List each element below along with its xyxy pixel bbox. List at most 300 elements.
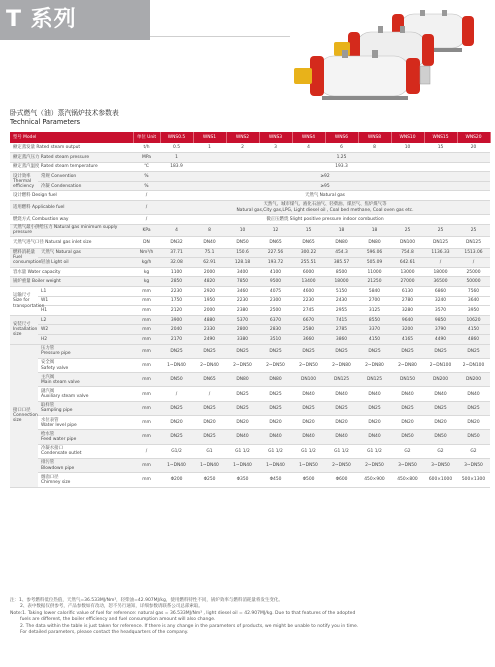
connection-item-value: 2~DN50 [259, 358, 292, 372]
gas_inlet-unit: DN [133, 236, 160, 248]
fuel-light-oil-value: / [424, 258, 457, 268]
efficiency-convention-value: ≥92 [160, 172, 490, 182]
steam_output-value: 3 [259, 143, 292, 153]
row-installation-1 [10, 325, 490, 335]
applicable-fuel-label: 适用燃料 Applicable fuel [10, 201, 133, 215]
connection-item-value: DN25 [325, 344, 358, 358]
connection-item-value: DN125 [358, 373, 391, 387]
connection-item-value: G1 1/2 [325, 444, 358, 458]
gas_min_pressure-label: 天然气最小供给压力 Natural gas minimum supply pressure [10, 224, 133, 236]
steam_pressure-value-first: 1 [160, 153, 193, 163]
connection-item-value: DN20 [259, 416, 292, 430]
table-header-row [10, 132, 490, 143]
row-connection-0 [10, 344, 490, 358]
connection-item-value: DN20 [193, 416, 226, 430]
applicable-fuel-value [160, 201, 490, 215]
steam_output-value: 15 [424, 143, 457, 153]
transport-dim-unit: mm [133, 296, 160, 306]
connection-item-value: G1 1/2 [292, 444, 325, 458]
boiler_weight-value: 7850 [226, 277, 259, 287]
row-applicable_fuel [10, 201, 490, 215]
installation-dim-value: 3900 [160, 315, 193, 325]
installation-dim-value: 4150 [457, 325, 490, 335]
connection-group-cn: 接口口径 [13, 407, 31, 413]
installation-dim-value: 9850 [424, 315, 457, 325]
connection-item-value: DN50 [457, 430, 490, 444]
connection-item-cn: 排污管 [41, 460, 55, 466]
row-combustion_way [10, 215, 490, 225]
row-boiler_weight [10, 277, 490, 287]
connection-item-unit: mm [133, 373, 160, 387]
row-efficiency-convention [10, 172, 490, 182]
fuel-natural-gas-value: 754.8 [391, 248, 424, 258]
fuel-consumption-group-label: 燃料消耗量 Fuel consumption [10, 248, 38, 267]
installation-dim-value: 3790 [424, 325, 457, 335]
connection-item-value: 600×1000 [424, 473, 457, 487]
connection-item-value: DN40 [259, 430, 292, 444]
connection-group-label [10, 344, 38, 487]
connection-item-value: DN25 [292, 401, 325, 415]
combustion_way-unit: / [133, 215, 160, 225]
connection-item-value: G1 1/2 [358, 444, 391, 458]
connection-item-value: 2~DN80 [391, 358, 424, 372]
note-en-2b: For detailed parameters, please contact the headquarters of the company. [20, 630, 189, 636]
transport-dim-value: 3125 [358, 306, 391, 316]
connection-item-en: Chimney size [41, 479, 71, 485]
connection-item-cn: 冷凝水接口 [41, 446, 63, 452]
connection-item-value: DN125 [325, 373, 358, 387]
connection-item-label [38, 344, 133, 358]
installation-dim-value: 2040 [160, 325, 193, 335]
gas_min_pressure-value: 8 [193, 224, 226, 236]
gas_min_pressure-value: 12 [259, 224, 292, 236]
connection-item-unit: mm [133, 458, 160, 472]
installation-dim-value: 2490 [193, 335, 226, 345]
connection-item-value: DN40 [325, 430, 358, 444]
boiler_weight-value: 2850 [160, 277, 193, 287]
steam_output-value: 0.5 [160, 143, 193, 153]
installation-dim-value: 3370 [358, 325, 391, 335]
transport-dim-value: 5840 [358, 287, 391, 297]
installation-group-cn: 安装尺寸 [13, 321, 31, 327]
connection-item-value: DN40 [325, 387, 358, 401]
footnotes [10, 598, 490, 636]
connection-item-value: 500×1300 [457, 473, 490, 487]
connection-item-en: Condensate outlet [41, 451, 82, 457]
row-connection-8 [10, 458, 490, 472]
transport-dim-value: 2380 [226, 306, 259, 316]
gas_inlet-value: DN125 [424, 236, 457, 248]
row-transport-0 [10, 287, 490, 297]
installation-dim-label: L2 [38, 315, 133, 325]
installation-dim-value: 9640 [391, 315, 424, 325]
header-model-0: WNS0.5 [160, 132, 193, 143]
water_capacity-value: 8500 [325, 267, 358, 277]
connection-item-value: DN50 [160, 373, 193, 387]
connection-item-value: DN25 [160, 401, 193, 415]
connection-item-value: 2~DN50 [226, 358, 259, 372]
connection-item-value: 1~DN50 [292, 458, 325, 472]
fuel-natural-gas-value: 227.56 [259, 248, 292, 258]
connection-item-cn: 压力管 [41, 346, 55, 352]
connection-item-value: DN20 [358, 416, 391, 430]
connection-item-label [38, 373, 133, 387]
installation-dim-value: 2580 [292, 325, 325, 335]
steam_temp-value-span: 193.3 [193, 162, 490, 172]
installation-dim-value: 2800 [226, 325, 259, 335]
installation-dim-value: 2830 [259, 325, 292, 335]
steam_output-label: 额定蒸发量 Rated steam output [10, 143, 133, 153]
transport-dim-value: 2500 [259, 306, 292, 316]
row-efficiency-condensation [10, 181, 490, 191]
connection-item-value: DN20 [457, 416, 490, 430]
installation-group-en: Installation size [13, 327, 38, 338]
banner-divider [150, 36, 290, 37]
transport-dim-value: 3280 [391, 306, 424, 316]
steam_temp-unit: ℃ [133, 162, 160, 172]
connection-item-value: 2~DN40 [193, 358, 226, 372]
fuel-natural-gas-value: 150.6 [226, 248, 259, 258]
installation-dim-label: W2 [38, 325, 133, 335]
gas_min_pressure-unit: KPa [133, 224, 160, 236]
connection-item-value: 1~DN40 [160, 458, 193, 472]
gas_inlet-value: DN80 [325, 236, 358, 248]
connection-item-value: 450×900 [358, 473, 391, 487]
fuel-light-oil-value: 255.51 [292, 258, 325, 268]
water_capacity-value: 11000 [358, 267, 391, 277]
gas_inlet-value: DN100 [391, 236, 424, 248]
transport-dim-value: 2120 [160, 306, 193, 316]
connection-item-label [38, 458, 133, 472]
connection-item-value: 2~DN50 [358, 458, 391, 472]
row-connection-7 [10, 444, 490, 458]
connection-item-value: 3~DN50 [457, 458, 490, 472]
connection-item-value: DN25 [325, 401, 358, 415]
connection-item-en: Main steam valve [41, 379, 80, 385]
steam_output-value: 1 [193, 143, 226, 153]
transport-dim-value: 2920 [193, 287, 226, 297]
transport-dim-value: 5150 [325, 287, 358, 297]
connection-item-value: DN40 [292, 430, 325, 444]
transport-dim-value: 6860 [424, 287, 457, 297]
steam_output-value: 10 [391, 143, 424, 153]
connection-item-value: Φ200 [160, 473, 193, 487]
connection-item-value: G1 1/2 [226, 444, 259, 458]
water_capacity-value: 13000 [391, 267, 424, 277]
header-model-3: WNS3 [259, 132, 292, 143]
installation-dim-value: 2785 [325, 325, 358, 335]
connection-item-value: G2 [391, 444, 424, 458]
connection-item-cn: 取样管 [41, 403, 55, 409]
connection-item-label [38, 444, 133, 458]
transport-dim-value: 2430 [325, 296, 358, 306]
header-model-6: WNS8 [358, 132, 391, 143]
transport-dim-value: 2000 [193, 306, 226, 316]
fuel-natural-gas-value: 37.71 [160, 248, 193, 258]
connection-item-value: 2~DN80 [325, 358, 358, 372]
connection-item-value: DN20 [226, 416, 259, 430]
installation-dim-unit: mm [133, 315, 160, 325]
transport-dim-value: 2300 [259, 296, 292, 306]
connection-item-value: 1~DN40 [259, 458, 292, 472]
row-connection-4 [10, 401, 490, 415]
connection-item-value: DN25 [358, 344, 391, 358]
water_capacity-value: 4100 [259, 267, 292, 277]
combustion_way-label: 燃烧方式 Combustion way [10, 215, 133, 225]
water_capacity-value: 18000 [424, 267, 457, 277]
header-model-1: WNS1 [193, 132, 226, 143]
transport-dim-value: 3570 [424, 306, 457, 316]
connection-item-value: / [160, 387, 193, 401]
connection-item-value: DN20 [325, 416, 358, 430]
gas_inlet-value: DN40 [193, 236, 226, 248]
connection-item-en: Blowdown pipe [41, 465, 75, 471]
connection-item-value: Φ350 [226, 473, 259, 487]
connection-item-value: DN200 [457, 373, 490, 387]
note-en-1b: fuels are different, the boiler efficiency and fuel consumption amount will also change. [20, 617, 216, 623]
fuel-natural-gas-value: 596.06 [358, 248, 391, 258]
connection-item-value: 450×800 [391, 473, 424, 487]
installation-dim-value: 3510 [259, 335, 292, 345]
header-unit: 单位 Unit [133, 132, 160, 143]
transport-dim-value: 4600 [292, 287, 325, 297]
design_fuel-value-span: 天然气 Natural gas [160, 191, 490, 201]
gas_inlet-value: DN65 [259, 236, 292, 248]
connection-item-label [38, 387, 133, 401]
connection-item-unit: mm [133, 387, 160, 401]
row-installation-2 [10, 335, 490, 345]
connection-item-value: DN25 [193, 344, 226, 358]
connection-item-value: DN65 [193, 373, 226, 387]
gas_min_pressure-value: 10 [226, 224, 259, 236]
connection-item-unit: mm [133, 344, 160, 358]
header-model-2: WNS2 [226, 132, 259, 143]
technical-parameters-table [10, 132, 491, 488]
row-gas_min_pressure [10, 224, 490, 236]
installation-dim-value: 7415 [325, 315, 358, 325]
steam_output-value: 4 [292, 143, 325, 153]
fuel-natural-gas-unit: Nm³/h [133, 248, 160, 258]
connection-item-value: DN40 [358, 430, 391, 444]
boiler_weight-value: 50000 [457, 277, 490, 287]
gas_min_pressure-value: 25 [424, 224, 457, 236]
connection-item-value: DN80 [259, 373, 292, 387]
connection-item-unit: mm [133, 358, 160, 372]
transport-dim-value: 3240 [424, 296, 457, 306]
header-model-8: WNS15 [424, 132, 457, 143]
connection-item-label [38, 401, 133, 415]
connection-item-value: 3~DN50 [424, 458, 457, 472]
row-connection-1 [10, 358, 490, 372]
transport-dim-value: 3460 [226, 287, 259, 297]
transport-dim-label: W1 [38, 296, 133, 306]
note-en-1: Note:1. Taking lower calorific value of fuel for reference: natural gas = 36.533MJ/Nm³ , light diesel oil = 42.907MJ/kg. Due to that features of the adopted [10, 610, 356, 616]
applicable-fuel-unit: / [133, 201, 160, 215]
connection-item-value: Φ500 [292, 473, 325, 487]
installation-dim-value: 3660 [292, 335, 325, 345]
steam_pressure-label: 额定蒸汽压力 Rated steam pressure [10, 153, 133, 163]
fuel-light-oil-value: / [457, 258, 490, 268]
installation-dim-value: 8550 [358, 315, 391, 325]
header-model-7: WNS10 [391, 132, 424, 143]
connection-item-en: Safety valve [41, 365, 69, 371]
water_capacity-unit: kg [133, 267, 160, 277]
section-title-cn: 卧式燃气（油）蒸汽锅炉技术参数表 [10, 109, 119, 117]
connection-item-value: DN25 [226, 401, 259, 415]
gas_min_pressure-value: 4 [160, 224, 193, 236]
note-cn-2: 2、表中数据仅供参考，产品参数如有改动，恕不另行通知，详细参数请联系公司总部索取。 [20, 604, 203, 610]
connection-item-value: DN50 [424, 430, 457, 444]
steam_pressure-value-span: 1.25 [193, 153, 490, 163]
transport-dim-value: 2955 [325, 306, 358, 316]
transport-dim-value: 2700 [358, 296, 391, 306]
steam_output-value: 2 [226, 143, 259, 153]
table-body [10, 132, 490, 487]
connection-item-unit: mm [133, 416, 160, 430]
steam_output-value: 8 [358, 143, 391, 153]
transport-dim-value: 1750 [160, 296, 193, 306]
installation-group-label [10, 315, 38, 344]
steam_output-value: 20 [457, 143, 490, 153]
steam_temp-label: 额定蒸汽温度 Rated steam temperature [10, 162, 133, 172]
note-cn-1: 注：1、参考燃料低位热值，天然气=36.533MJ/Nm³，轻柴油=42.907MJ/kg，使用燃料特性不同，锅炉效率与燃料消耗量将发生变化。 [10, 598, 283, 603]
connection-item-value: DN80 [226, 373, 259, 387]
boiler_weight-unit: kg [133, 277, 160, 287]
water_capacity-value: 3400 [226, 267, 259, 277]
connection-item-value: 2~DN50 [325, 458, 358, 472]
boiler_weight-value: 21250 [358, 277, 391, 287]
efficiency-condensation-unit: % [133, 181, 160, 191]
section-title [10, 109, 119, 127]
fuel-light-oil-value: 193.72 [259, 258, 292, 268]
connection-item-value: DN25 [391, 401, 424, 415]
row-steam_pressure [10, 153, 490, 163]
transport-dim-value: 4075 [259, 287, 292, 297]
gas_min_pressure-value: 25 [457, 224, 490, 236]
transport-dim-value: 2745 [292, 306, 325, 316]
row-connection-5 [10, 416, 490, 430]
connection-item-cn: 水位表管 [41, 417, 59, 423]
installation-dim-value: 6370 [259, 315, 292, 325]
connection-item-value: DN25 [259, 387, 292, 401]
connection-item-value: DN40 [391, 387, 424, 401]
note-en-2: 2. The data within the table is just taken for reference. If there is any change in the parameters of products, we might be unable to notify you in time. [20, 623, 359, 629]
connection-item-cn: 给水管 [41, 431, 55, 437]
connection-item-value: 1~DN40 [160, 358, 193, 372]
installation-dim-label: H2 [38, 335, 133, 345]
fuel-natural-gas-value: 1136.33 [424, 248, 457, 258]
row-water_capacity [10, 267, 490, 277]
header-model-4: WNS4 [292, 132, 325, 143]
connection-item-value: G1 [193, 444, 226, 458]
connection-item-value: / [193, 387, 226, 401]
connection-item-value: DN40 [358, 387, 391, 401]
fuel-light-oil-unit: kg/h [133, 258, 160, 268]
connection-item-value: 2~DN50 [292, 358, 325, 372]
gas_inlet-value: DN80 [358, 236, 391, 248]
connection-item-cn: 烟囱口径 [41, 474, 59, 480]
fuel-light-oil-value: 62.91 [193, 258, 226, 268]
connection-item-value: DN150 [391, 373, 424, 387]
connection-item-value: DN25 [292, 344, 325, 358]
installation-dim-value: 2330 [193, 325, 226, 335]
connection-item-label [38, 416, 133, 430]
boiler_weight-value: 18000 [325, 277, 358, 287]
transport-dim-value: 2230 [160, 287, 193, 297]
transport-dim-value: 3950 [457, 306, 490, 316]
connection-item-value: DN20 [424, 416, 457, 430]
installation-dim-value: 3200 [391, 325, 424, 335]
row-transport-1 [10, 296, 490, 306]
connection-item-value: DN25 [160, 344, 193, 358]
connection-item-value: 1~DN40 [193, 458, 226, 472]
installation-dim-value: 4490 [424, 335, 457, 345]
transport-dim-unit: mm [133, 287, 160, 297]
combustion_way-value-span: 微正压燃烧 Slight positive pressure indoor combustion [160, 215, 490, 225]
transport-dim-label: H1 [38, 306, 133, 316]
fuel-natural-gas-value: 454.3 [325, 248, 358, 258]
connection-item-value: 1~DN40 [226, 458, 259, 472]
boiler_weight-value: 13400 [292, 277, 325, 287]
header-model: 型号 Model [10, 132, 133, 143]
row-connection-9 [10, 473, 490, 487]
connection-item-value: G2 [457, 444, 490, 458]
installation-dim-value: 4150 [358, 335, 391, 345]
connection-item-value: DN25 [259, 344, 292, 358]
series-title: T 系列 [6, 7, 77, 32]
row-steam_output [10, 143, 490, 153]
efficiency-convention-label: 常规 Convention [38, 172, 133, 182]
connection-item-en: Sampling pipe [41, 408, 73, 414]
row-gas_inlet [10, 236, 490, 248]
connection-item-value: Φ450 [259, 473, 292, 487]
row-transport-2 [10, 306, 490, 316]
connection-item-value: Φ250 [193, 473, 226, 487]
connection-item-value: DN25 [160, 430, 193, 444]
boiler_weight-value: 36500 [424, 277, 457, 287]
water_capacity-value: 1100 [160, 267, 193, 277]
connection-item-en: Auxiliary steam valve [41, 394, 89, 400]
fuel-light-oil-value: 505.09 [358, 258, 391, 268]
connection-item-en: Water level pipe [41, 422, 77, 428]
row-installation-0 [10, 315, 490, 325]
connection-item-cn: 副汽阀 [41, 388, 55, 394]
connection-group-en: Connection size [13, 412, 38, 424]
transport-dim-value: 3640 [457, 296, 490, 306]
water_capacity-value: 25000 [457, 267, 490, 277]
steam_temp-value-first: 183.9 [160, 162, 193, 172]
gas_min_pressure-value: 15 [292, 224, 325, 236]
connection-item-value: DN25 [226, 387, 259, 401]
connection-item-value: 3~DN50 [391, 458, 424, 472]
design_fuel-label: 设计燃料 Design fuel [10, 191, 133, 201]
connection-item-unit: mm [133, 401, 160, 415]
connection-item-value: DN25 [193, 401, 226, 415]
installation-dim-value: 10620 [457, 315, 490, 325]
applicable-fuel-en: Natural gas,City gas,LPG, Light diesel oil , Coal bed methane, Coal oven gas etc. [236, 207, 414, 213]
installation-dim-value: 3380 [226, 335, 259, 345]
boiler_weight-label: 锅炉重量 Boiler weight [10, 277, 133, 287]
connection-item-value: DN100 [292, 373, 325, 387]
connection-item-value: DN200 [424, 373, 457, 387]
connection-item-value: 2~DN100 [457, 358, 490, 372]
connection-item-en: Feed water pipe [41, 437, 77, 443]
connection-item-value: DN20 [391, 416, 424, 430]
boiler_weight-value: 9500 [259, 277, 292, 287]
connection-item-value: DN40 [457, 387, 490, 401]
connection-item-value: G1/2 [160, 444, 193, 458]
transport-dim-value: 2230 [226, 296, 259, 306]
